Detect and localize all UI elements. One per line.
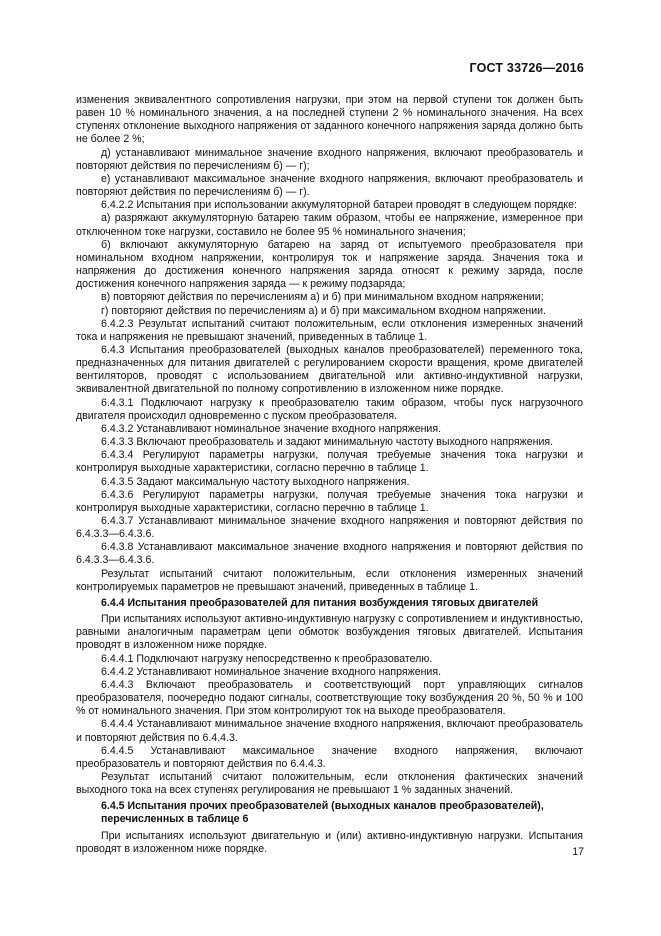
paragraph: е) устанавливают максимальное значение входного напряжения, включают преобразователь и повторяют действия по перечислениям б) — г). <box>76 172 583 199</box>
paragraph: 6.4.2.3 Результат испытаний считают положительным, если отклонения измеренных значений тока и напряжения не превышают значений, приведенных в таблице 1. <box>76 317 583 343</box>
paragraph: 6.4.4.5 Устанавливают максимальное значение входного напряжения, включают преобразователь и повторяют действия по 6.4.4.3. <box>76 744 583 770</box>
section-heading: 6.4.5 Испытания прочих преобразователей (выходных каналов преобразователей), перечисленных в таблице 6 <box>101 800 544 826</box>
paragraph: 6.4.4.3 Включают преобразователь и соответствующий порт управляющих сигналов преобразователя, поочередно подают сигналы, соответствующие току возбуждения 20 %, 50 % и 100 % от номинального значения. При этом контролируют ток на выходе преобразователя. <box>76 678 583 718</box>
section-heading: 6.4.4 Испытания преобразователей для питания возбуждения тяговых двигателей <box>101 596 539 609</box>
paragraph: 6.4.2.2 Испытания при использовании аккумуляторной батареи проводят в следующем порядке: <box>101 199 578 212</box>
paragraph: При испытаниях используют двигательную и (или) активно-индуктивную нагрузки. Испытания проводят в изложенном ниже порядке. <box>76 829 583 855</box>
paragraph: а) разряжают аккумуляторную батарею таким образом, чтобы ее напряжение, измеренное при отключенном токе нагрузки, составило не более 95 % номинального значения; <box>76 212 583 238</box>
paragraph: 6.4.3.4 Регулируют параметры нагрузки, получая требуемые значения тока нагрузки и контролируя выходные характеристики, согласно перечню в таблице 1. <box>76 449 583 475</box>
document-body <box>76 94 583 856</box>
paragraph: Результат испытаний считают положительным, если отклонения измеренных значений контролируемых параметров не превышают значений, приведенных в таблице 1. <box>76 567 583 593</box>
paragraph: в) повторяют действия по перечислениям а) и б) при минимальном входном напряжении; <box>101 291 544 304</box>
paragraph: г) повторяют действия по перечислениям а) и б) при максимальном входном напряжении. <box>101 304 546 317</box>
paragraph: 6.4.3.8 Устанавливают максимальное значение входного напряжения и повторяют действия по 6.4.3.3—6.4.3.6. <box>76 541 583 567</box>
document-header: ГОСТ 33726—2016 <box>469 61 584 75</box>
paragraph: 6.4.3.1 Подключают нагрузку к преобразователю таким образом, чтобы пуск нагрузочного двигателя происходил одновременно с пуском преобразователя. <box>76 396 583 422</box>
paragraph: 6.4.3.2 Устанавливают номинальное значение входного напряжения. <box>101 422 442 435</box>
paragraph: д) устанавливают минимальное значение входного напряжения, включают преобразователь и повторяют действия по перечислениям б) — г); <box>76 146 583 172</box>
paragraph: изменения эквивалентного сопротивления нагрузки, при этом на первой ступени ток должен быть равен 10 % номинального значения, а на последней ступени 2 % номинального значения. На всех ступенях отклонение выходного напряжения от заданного конечного напряжения заряда должно быть не более 2 %; <box>76 94 583 146</box>
paragraph: 6.4.3.6 Регулируют параметры нагрузки, получая требуемые значения тока нагрузки и контролируя выходные характеристики, согласно перечню в таблице 1. <box>76 488 583 514</box>
paragraph: б) включают аккумуляторную батарею на заряд от испытуемого преобразователя при номинальном входном напряжении, контролируя ток и напряжение заряда. Значения тока и напряжения до достижения конечного напряжения заряда относят к режиму заряда, после достижения конечного напряжения заряда — к режиму подзаряда; <box>76 238 583 291</box>
page-number: 17 <box>572 846 584 858</box>
paragraph: 6.4.4.2 Устанавливают номинальное значение входного напряжения. <box>101 665 442 678</box>
paragraph: 6.4.3.7 Устанавливают минимальное значение входного напряжения и повторяют действия по 6.4.3.3—6.4.3.6. <box>76 515 583 541</box>
paragraph: 6.4.4.1 Подключают нагрузку непосредственно к преобразователю. <box>101 652 433 665</box>
paragraph: 6.4.3 Испытания преобразователей (выходных каналов преобразователей) переменного тока, предназначенных для питания двигателей с регулированием скорости вращения, кроме двигателей вентиляторов, проводят с использованием двигательной или активно-индуктивной нагрузки, эквивалентной двигательной по полному сопротивлению в изложенном ниже порядке. <box>76 343 583 396</box>
paragraph: 6.4.3.5 Задают максимальную частоту выходного напряжения. <box>101 475 410 488</box>
paragraph: Результат испытаний считают положительным, если отклонения фактических значений выходного тока на всех ступенях регулирования не превышают 1 % заданных значений. <box>76 770 583 797</box>
paragraph: 6.4.4.4 Устанавливают минимальное значение входного напряжения, включают преобразователь и повторяют действия по 6.4.4.3. <box>76 718 583 744</box>
paragraph: 6.4.3.3 Включают преобразователь и задают минимальную частоту выходного напряжения. <box>101 436 554 449</box>
paragraph: При испытаниях используют активно-индуктивную нагрузку с сопротивлением и индуктивностью, равными аналогичным параметрам цепи обмоток возбуждения тяговых двигателей. Испытания проводят в изложенном ниже порядке. <box>76 613 583 652</box>
